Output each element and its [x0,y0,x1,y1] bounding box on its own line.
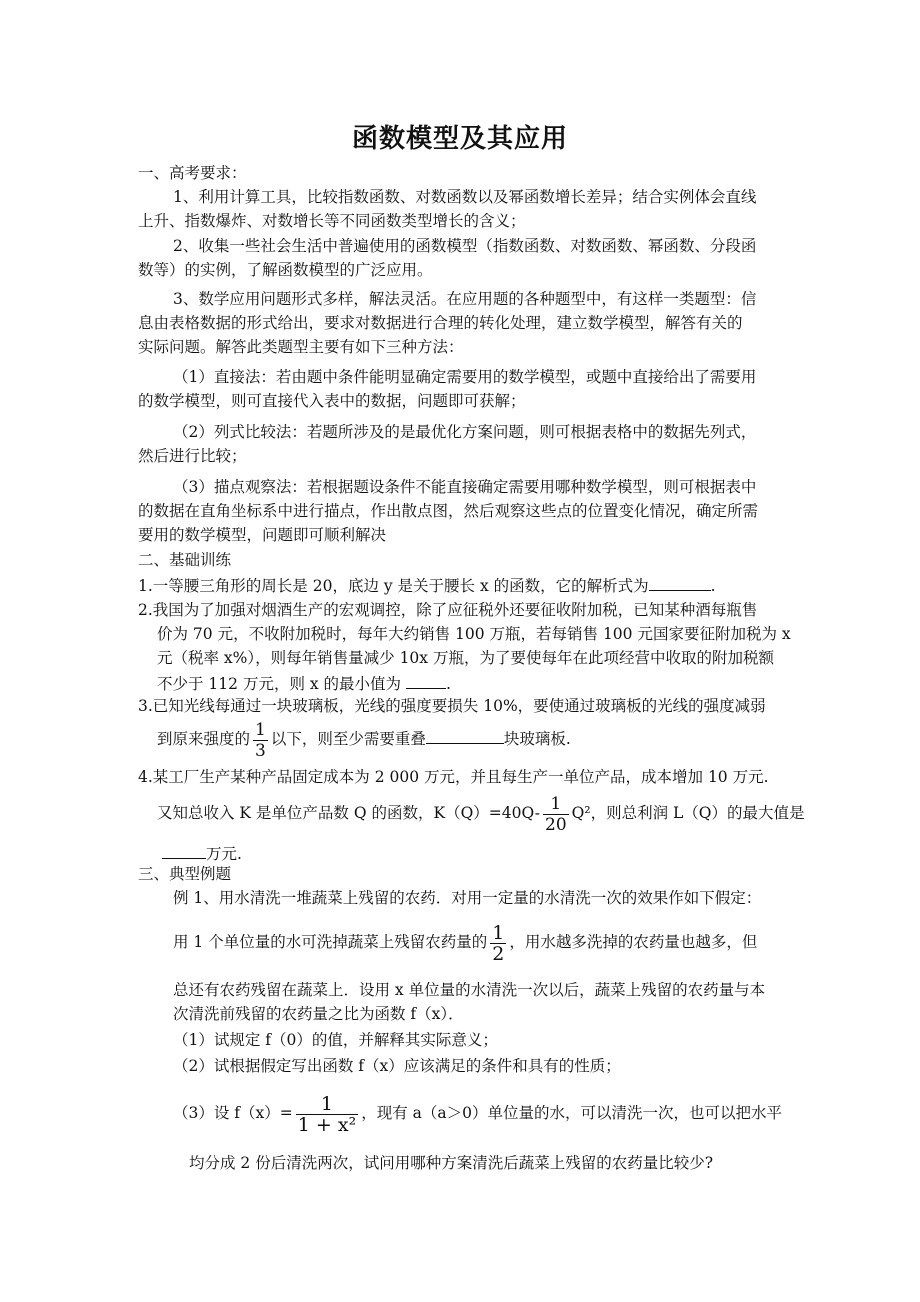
example-1-line1: 例 1、用水清洗一堆蔬菜上残留的农药．对用一定量的水清洗一次的效果作如下假定： [173,889,762,907]
method3-line3: 要用的数学模型，问题即可顺利解决 [138,526,387,544]
question-4-text-b: Q²，则总利润 L（Q）的最大值是 [571,804,805,822]
example-1-part3-text-b: ，现有 a（a＞0）单位量的水，可以清洗一次，也可以把水平 [361,1104,782,1122]
fraction-numerator: 1 [543,794,569,815]
section-heading-examples: 三、典型例题 [138,865,232,883]
method2-line1: （2）列式比较法：若题所涉及的是最优化方案问题，则可根据表格中的数据先列式， [173,423,757,441]
method3-line2: 的数据在直角坐标系中进行描点，作出散点图，然后观察这些点的位置变化情况，确定所需 [138,502,759,520]
fraction-numerator: 1 [492,921,505,944]
method1-line1: （1）直接法：若由题中条件能明显确定需要用的数学模型，或题中直接给出了需要用 [173,368,757,386]
example-1-text-a: 用 1 个单位量的水可洗掉蔬菜上残留农药量的 [173,933,488,951]
fraction-one-third [253,720,268,761]
question-1-text: 1.一等腰三角形的周长是 20，底边 y 是关于腰长 x 的函数，它的解析式为 [138,577,649,595]
req2-line2: 数等）的实例，了解函数模型的广泛应用。 [138,261,433,279]
fraction-one-twentieth [543,794,569,835]
question-4-line2 [157,793,805,835]
question-2-line3: 元（税率 x%），则每年销售量减少 10x 万瓶，为了要使每年在此项经营中收取的附加税额 [157,649,774,667]
example-1-part3-line1 [173,1090,782,1136]
req3-line2: 息由表格数据的形式给出，要求对数据进行合理的转化处理，建立数学模型，解答有关的 [138,314,743,332]
fraction-denominator: 2 [492,942,505,965]
question-2-line2: 价为 70 元，不收附加税时，每年大约销售 100 万瓶，若每销售 100 元国家要征附加税为 x [157,625,791,643]
fraction-denominator: 3 [255,740,266,761]
example-1-line4: 次清洗前残留的农药量之比为函数 f（x）． [173,1005,464,1023]
req2-line1: 2、收集一些社会生活中普遍使用的函数模型（指数函数、对数函数、幂函数、分段函 [173,237,757,255]
req1-line2: 上升、指数爆炸、对数增长等不同函数类型增长的含义； [138,212,526,230]
question-3-line2 [157,719,571,761]
page-title: 函数模型及其应用 [351,124,568,154]
question-1: 1.一等腰三角形的周长是 20，底边 y 是关于腰长 x 的函数，它的解析式为 . [138,574,716,596]
question-3-line1: 3.已知光线每通过一块玻璃板，光线的强度要损失 10%，要使通过玻璃板的光线的强度减弱 [138,697,766,715]
example-1-part2: （2）试根据假定写出函数 f（x）应该满足的条件和具有的性质； [173,1057,621,1075]
example-1-part3-text-a: （3）设 f（x）= [173,1104,293,1122]
fraction-numerator: 1 [255,719,266,740]
section-heading-requirements: 一、高考要求： [138,164,247,182]
fraction-denominator: 1 + x² [297,1113,357,1136]
question-4-line3 [162,842,242,864]
example-1-part1: （1）试规定 f（0）的值，并解释其实际意义； [173,1031,498,1049]
method1-line2: 的数学模型，则可直接代入表中的数据，问题即可获解； [138,392,526,410]
question-2-line4: 不少于 112 万元，则 x 的最小值为 . [157,672,451,694]
fraction-denominator: 20 [545,814,567,835]
question-4-text-a: 又知总收入 K 是单位产品数 Q 的函数，K（Q）=40Q- [157,804,541,822]
example-1-part3-line2: 均分成 2 份后清洗两次，试问用哪种方案清洗后蔬菜上残留的农药量比较少? [189,1154,714,1172]
question-4-line1: 4.某工厂生产某种产品固定成本为 2 000 万元，并且每生产一单位产品，成本增加 10 万元. [138,768,769,786]
answer-blank [426,727,504,744]
req3-line1: 3、数学应用问题形式多样，解法灵活。在应用题的各种题型中，有这样一类题型：信 [173,290,757,308]
question-3-text-a: 到原来强度的 [157,730,251,748]
example-1-line3: 总还有农药残留在蔬菜上．设用 x 单位量的水清洗一次以后，蔬菜上残留的农药量与本 [173,981,766,999]
question-4-line3-text: 万元. [206,845,242,863]
answer-blank [406,672,446,689]
answer-blank [649,574,711,591]
section-heading-basic-training: 二、基础训练 [138,551,232,569]
method3-line1: （3）描点观察法：若根据题设条件不能直接确定需要用哪种数学模型，则可根据表中 [173,478,757,496]
fraction-numerator: 1 [296,1094,358,1115]
question-3-text-c: 块玻璃板. [503,730,571,748]
example-1-text-b: ，用水越多洗掉的农药量也越多，但 [509,933,758,951]
fraction-one-half [490,923,506,964]
req3-line3: 实际问题。解答此类题型主要有如下三种方法： [138,338,464,356]
req1-line1: 1、利用计算工具，比较指数函数、对数函数以及幂函数增长差异；结合实例体会直线 [173,188,757,206]
method2-line2: 然后进行比较； [138,447,247,465]
fraction-f-of-x [296,1094,358,1135]
question-3-text-b: 以下，则至少需要重叠 [270,730,426,748]
answer-blank [162,842,206,859]
question-2-line4-text: 不少于 112 万元，则 x 的最小值为 [157,675,402,693]
example-1-line2 [173,920,757,964]
question-2-line1: 2.我国为了加强对烟酒生产的宏观调控，除了应征税外还要征收附加税，已知某种酒每瓶售 [138,601,758,619]
